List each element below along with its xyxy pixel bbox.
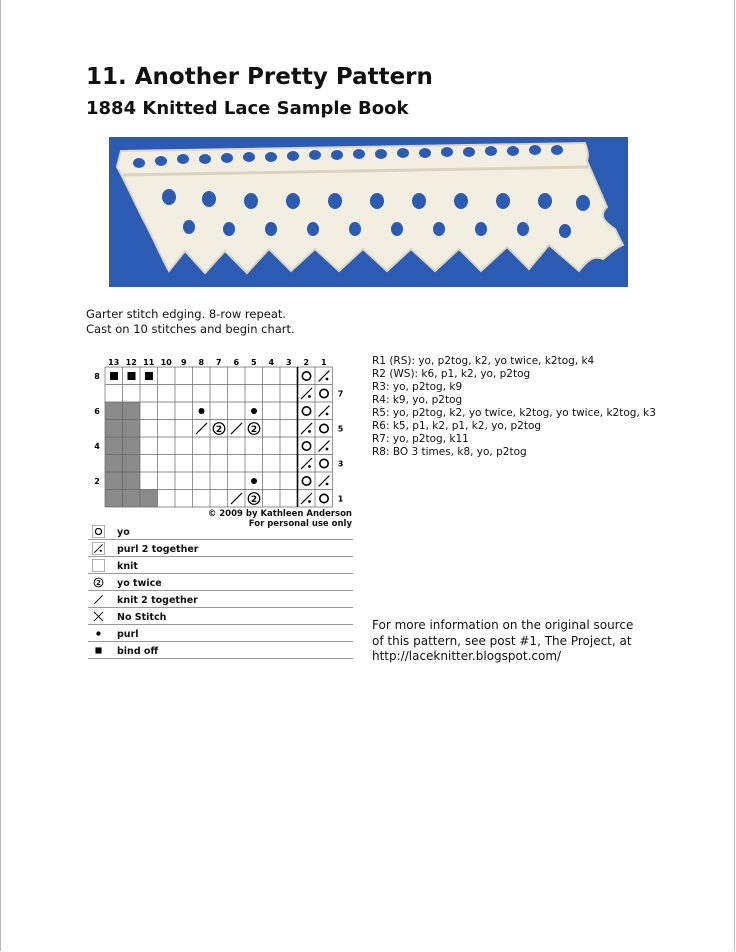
legend-label: knit	[117, 561, 138, 572]
row-instruction-6: R6: k5, p1, k2, p1, k2, yo, p2tog	[372, 420, 542, 432]
purl-2-together-icon	[92, 542, 105, 555]
column-number: 10	[160, 358, 172, 367]
legend-item-no-stitch	[88, 608, 353, 625]
intro-line-1: Garter stitch edging. 8-row repeat.	[86, 307, 287, 321]
legend-item-knit	[88, 557, 353, 574]
chart-symbol	[251, 478, 257, 484]
chart-symbol	[128, 372, 136, 380]
chart-symbol	[320, 459, 328, 467]
more-info	[372, 618, 633, 665]
row-instruction-4: R4: k9, yo, p2tog	[372, 394, 463, 406]
row-instruction-2: R2 (WS): k6, p1, k2, yo, p2tog	[372, 368, 531, 380]
purl-icon	[92, 627, 105, 640]
column-number: 12	[125, 358, 137, 367]
chart-symbol	[248, 423, 260, 435]
legend-label: No Stitch	[117, 612, 167, 623]
legend-item-yo	[88, 523, 353, 540]
legend-label: bind off	[117, 646, 159, 657]
row-number: 6	[94, 406, 100, 416]
chart-symbol	[302, 477, 310, 485]
legend-label: yo twice	[117, 578, 162, 589]
personal-use-text: For personal use only	[248, 519, 352, 529]
chart-symbol	[319, 441, 330, 452]
legend-label: yo	[117, 527, 130, 538]
chart-symbol	[145, 372, 153, 380]
chart-symbol	[302, 407, 310, 415]
chart-symbol	[301, 423, 312, 434]
chart-symbol	[213, 423, 225, 435]
intro-line-2: Cast on 10 stitches and begin chart.	[86, 322, 295, 336]
legend-item-yo-twice	[88, 574, 353, 591]
chart-symbol	[196, 423, 207, 434]
yo-twice-icon	[92, 576, 105, 589]
more-info-line-1: For more information on the original source	[372, 618, 634, 632]
chart-symbol	[302, 442, 310, 450]
legend-label: knit 2 together	[117, 595, 198, 606]
row-instruction-8: R8: BO 3 times, k8, yo, p2tog	[372, 446, 527, 458]
chart-symbol	[251, 408, 257, 414]
row-instruction-7: R7: yo, p2tog, k11	[372, 433, 469, 445]
row-number: 2	[94, 476, 100, 486]
chart-symbol	[320, 424, 328, 432]
knitting-chart	[88, 356, 358, 512]
chart-symbol	[199, 408, 205, 414]
more-info-link[interactable]: http://laceknitter.blogspot.com/	[372, 649, 562, 663]
column-number: 5	[250, 358, 257, 367]
column-number: 8	[198, 358, 205, 367]
chart-symbol	[301, 493, 312, 504]
bind-off-icon	[92, 644, 105, 657]
chart-symbol	[248, 493, 260, 505]
intro-text	[86, 307, 295, 337]
row-number: 4	[94, 441, 100, 451]
chart-symbol	[319, 371, 330, 382]
chart-symbol	[302, 372, 310, 380]
page-subtitle: 1884 Knitted Lace Sample Book	[86, 98, 409, 119]
chart-symbol	[301, 458, 312, 469]
column-number: 13	[108, 358, 120, 367]
chart-symbol	[319, 406, 330, 417]
column-number: 2	[303, 358, 310, 367]
chart-symbol	[320, 389, 328, 397]
chart-symbol	[231, 423, 242, 434]
legend-item-purl	[88, 625, 353, 642]
chart-symbol	[319, 476, 330, 487]
column-number: 11	[143, 358, 155, 367]
more-info-line-2: of this pattern, see post #1, The Project, at	[372, 633, 632, 648]
row-instruction-1: R1 (RS): yo, p2tog, k2, yo twice, k2tog, k4	[372, 355, 595, 367]
column-number: 1	[320, 358, 327, 367]
column-number: 3	[285, 358, 292, 367]
column-number: 7	[215, 358, 222, 367]
knit-icon	[92, 559, 105, 572]
legend-item-purl-2-together	[88, 540, 353, 557]
row-instruction-3: R3: yo, p2tog, k9	[372, 381, 463, 393]
no-stitch-icon	[92, 610, 105, 623]
column-number: 9	[180, 358, 187, 367]
legend-label: purl 2 together	[117, 544, 199, 555]
lace-photo	[109, 137, 628, 287]
row-number: 5	[337, 424, 344, 434]
yo-icon	[92, 525, 105, 538]
row-number: 3	[337, 459, 344, 469]
row-number: 7	[337, 389, 344, 399]
legend-item-bind-off	[88, 642, 353, 659]
column-number: 4	[268, 358, 275, 367]
chart-symbol	[110, 372, 118, 380]
no-stitch-area	[140, 490, 158, 508]
row-instructions	[372, 355, 656, 459]
chart-symbol	[231, 493, 242, 504]
chart-symbol	[320, 494, 328, 502]
row-number: 8	[94, 371, 100, 381]
legend-label: purl	[117, 629, 139, 640]
chart-symbol	[301, 388, 312, 399]
row-instruction-5: R5: yo, p2tog, k2, yo twice, k2tog, yo twice, k2tog, k3	[372, 407, 656, 419]
page-title: 11. Another Pretty Pattern	[86, 64, 433, 90]
knit-2-together-icon	[92, 593, 105, 606]
column-number: 6	[233, 358, 240, 367]
row-number: 1	[337, 494, 344, 504]
legend-item-knit-2-together	[88, 591, 353, 608]
chart-grid: 2 13 12 11 10 9 8 7 6 5 4 3 2 186427531	[88, 356, 358, 508]
copyright-text: © 2009 by Kathleen Anderson	[207, 509, 352, 519]
svg-text:2: 2	[96, 579, 101, 588]
chart-legend	[88, 523, 353, 659]
